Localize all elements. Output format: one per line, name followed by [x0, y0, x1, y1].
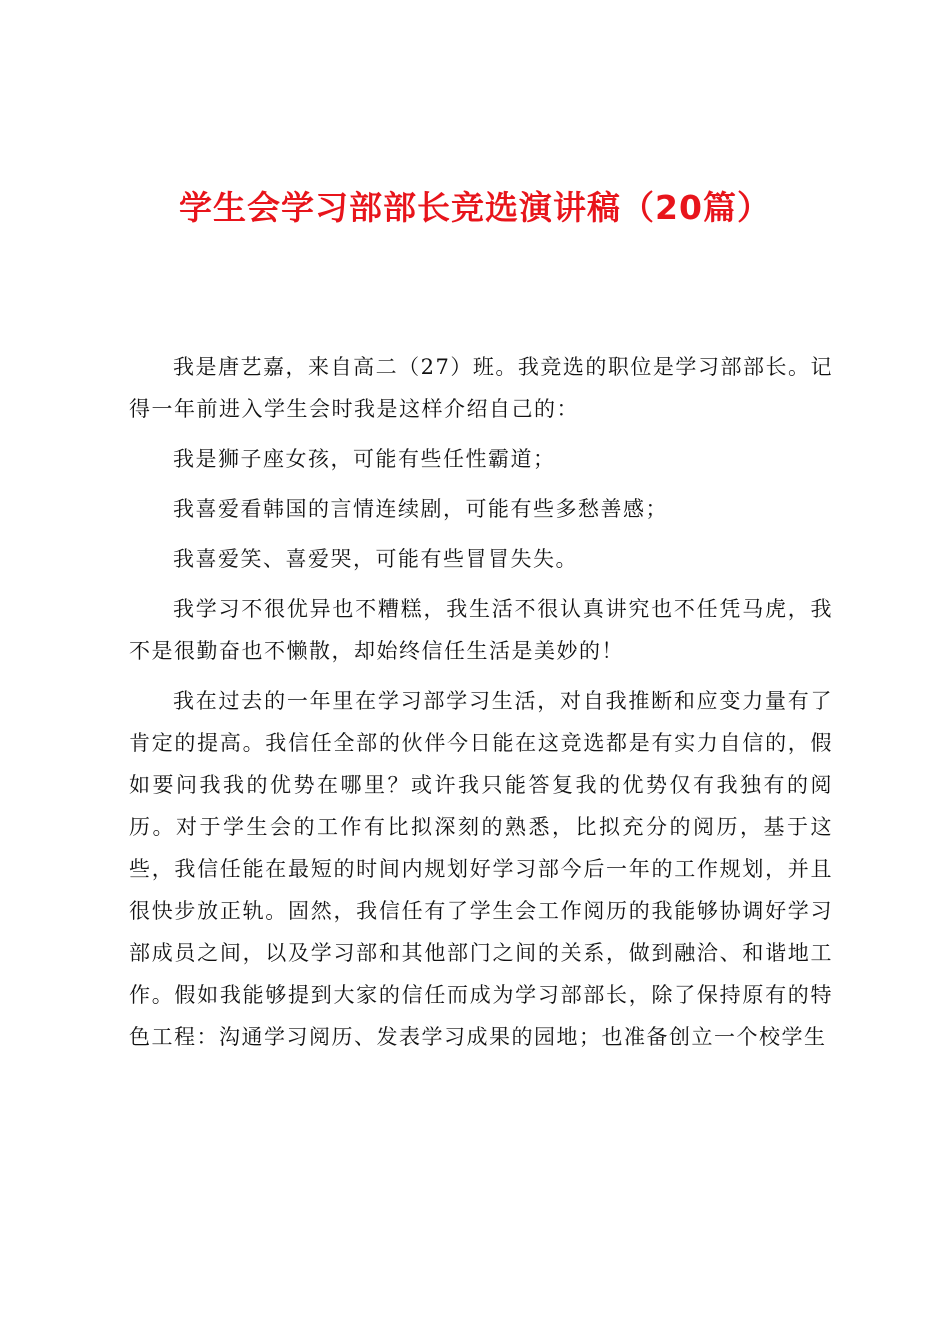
paragraph-intro: 我是唐艺嘉，来自高二（27）班。我竞选的职位是学习部部长。记得一年前进入学生会时我是这样介绍自己的： [129, 355, 833, 421]
paragraph-line-1: 我是狮子座女孩，可能有些任性霸道； [173, 447, 556, 471]
document-body [129, 346, 833, 1066]
paragraph-line-2: 我喜爱看韩国的言情连续剧，可能有些多愁善感； [173, 497, 668, 521]
document-title: 学生会学习部部长竞选演讲稿（20篇） [179, 188, 771, 227]
paragraph-study-life: 我学习不很优异也不糟糕，我生活不很认真讲究也不任凭马虎，我不是很勤奋也不懒散，却始终信任生活是美妙的！ [129, 597, 833, 663]
paragraph-experience: 我在过去的一年里在学习部学习生活，对自我推断和应变力量有了肯定的提高。我信任全部的伙伴今日能在这竞选都是有实力自信的，假如要问我我的优势在哪里？或许我只能答复我的优势仅有我独有的阅历。对于学生会的工作有比拟深刻的熟悉，比拟充分的阅历，基于这些，我信任能在最短的时间内规划好学习部今后一年的工作规划，并且很快步放正轨。固然，我信任有了学生会工作阅历的我能够协调好学习部成员之间，以及学习部和其他部门之间的关系，做到融洽、和谐地工作。假如我能够提到大家的信任而成为学习部部长，除了保持原有的特色工程：沟通学习阅历、发表学习成果的园地；也准备创立一个校学生 [129, 689, 833, 1049]
paragraph-line-3: 我喜爱笑、喜爱哭，可能有些冒冒失失。 [173, 547, 578, 571]
